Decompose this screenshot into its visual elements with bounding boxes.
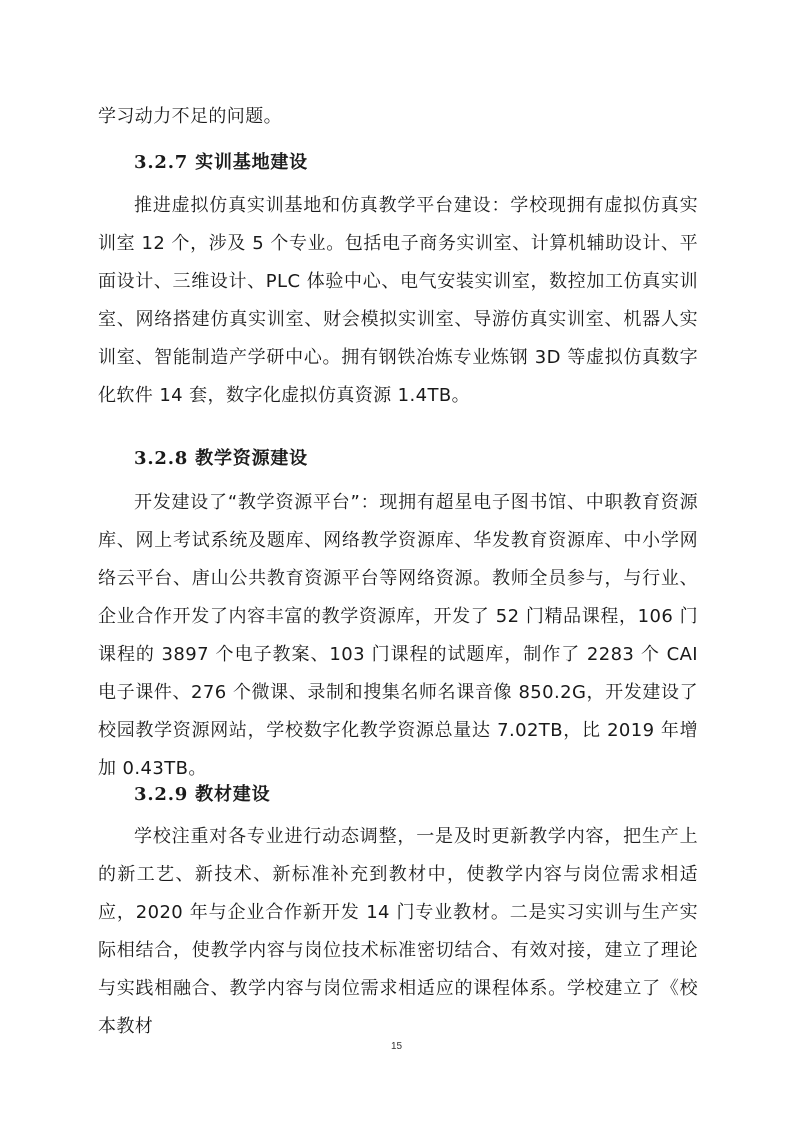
section-heading-3-2-8: 3.2.8 教学资源建设 bbox=[134, 448, 308, 469]
page-number: 15 bbox=[390, 1041, 403, 1052]
section-body-3-2-8: 开发建设了“教学资源平台”：现拥有超星电子图书馆、中职教育资源库、网上考试系统及题库、网络教学资源库、华发教育资源库、中小学网络云平台、唐山公共教育资源平台等网络资源。教师全员参与，与行业、企业合作开发了内容丰富的教学资源库，开发了 52 门精品课程，106 门课程的 3897 个电子教案、103 门课程的试题库，制作了 2283 个 CAI 电子课件、276 个微课、录制和搜集名师名课音像 850.2G，开发建设了校园教学资源网站，学校数字化教学资源总量达 7.02TB，比 2019 年增加 0.43TB。 bbox=[98, 492, 698, 779]
intro-paragraph-tail: 学习动力不足的问题。 bbox=[98, 106, 282, 127]
section-body-3-2-7: 推进虚拟仿真实训基地和仿真教学平台建设：学校现拥有虚拟仿真实训室 12 个，涉及 5 个专业。包括电子商务实训室、计算机辅助设计、平面设计、三维设计、PLC 体验中心、电气安装实训室，数控加工仿真实训室、网络搭建仿真实训室、财会模拟实训室、导游仿真实训室、机器人实训室、智能制造产学研中心。拥有钢铁冶炼专业炼钢 3D 等虚拟仿真数字化软件 14 套，数字化虚拟仿真资源 1.4TB。 bbox=[98, 195, 698, 406]
section-heading-3-2-7: 3.2.7 实训基地建设 bbox=[134, 152, 308, 173]
section-heading-3-2-9: 3.2.9 教材建设 bbox=[134, 784, 271, 805]
section-body-3-2-9: 学校注重对各专业进行动态调整，一是及时更新教学内容，把生产上的新工艺、新技术、新标准补充到教材中，使教学内容与岗位需求相适应，2020 年与企业合作新开发 14 门专业教材。二是实习实训与生产实际相结合，使教学内容与岗位技术标准密切结合、有效对接，建立了理论与实践相融合、教学内容与岗位需求相适应的课程体系。学校建立了《校本教材 bbox=[98, 826, 698, 1037]
